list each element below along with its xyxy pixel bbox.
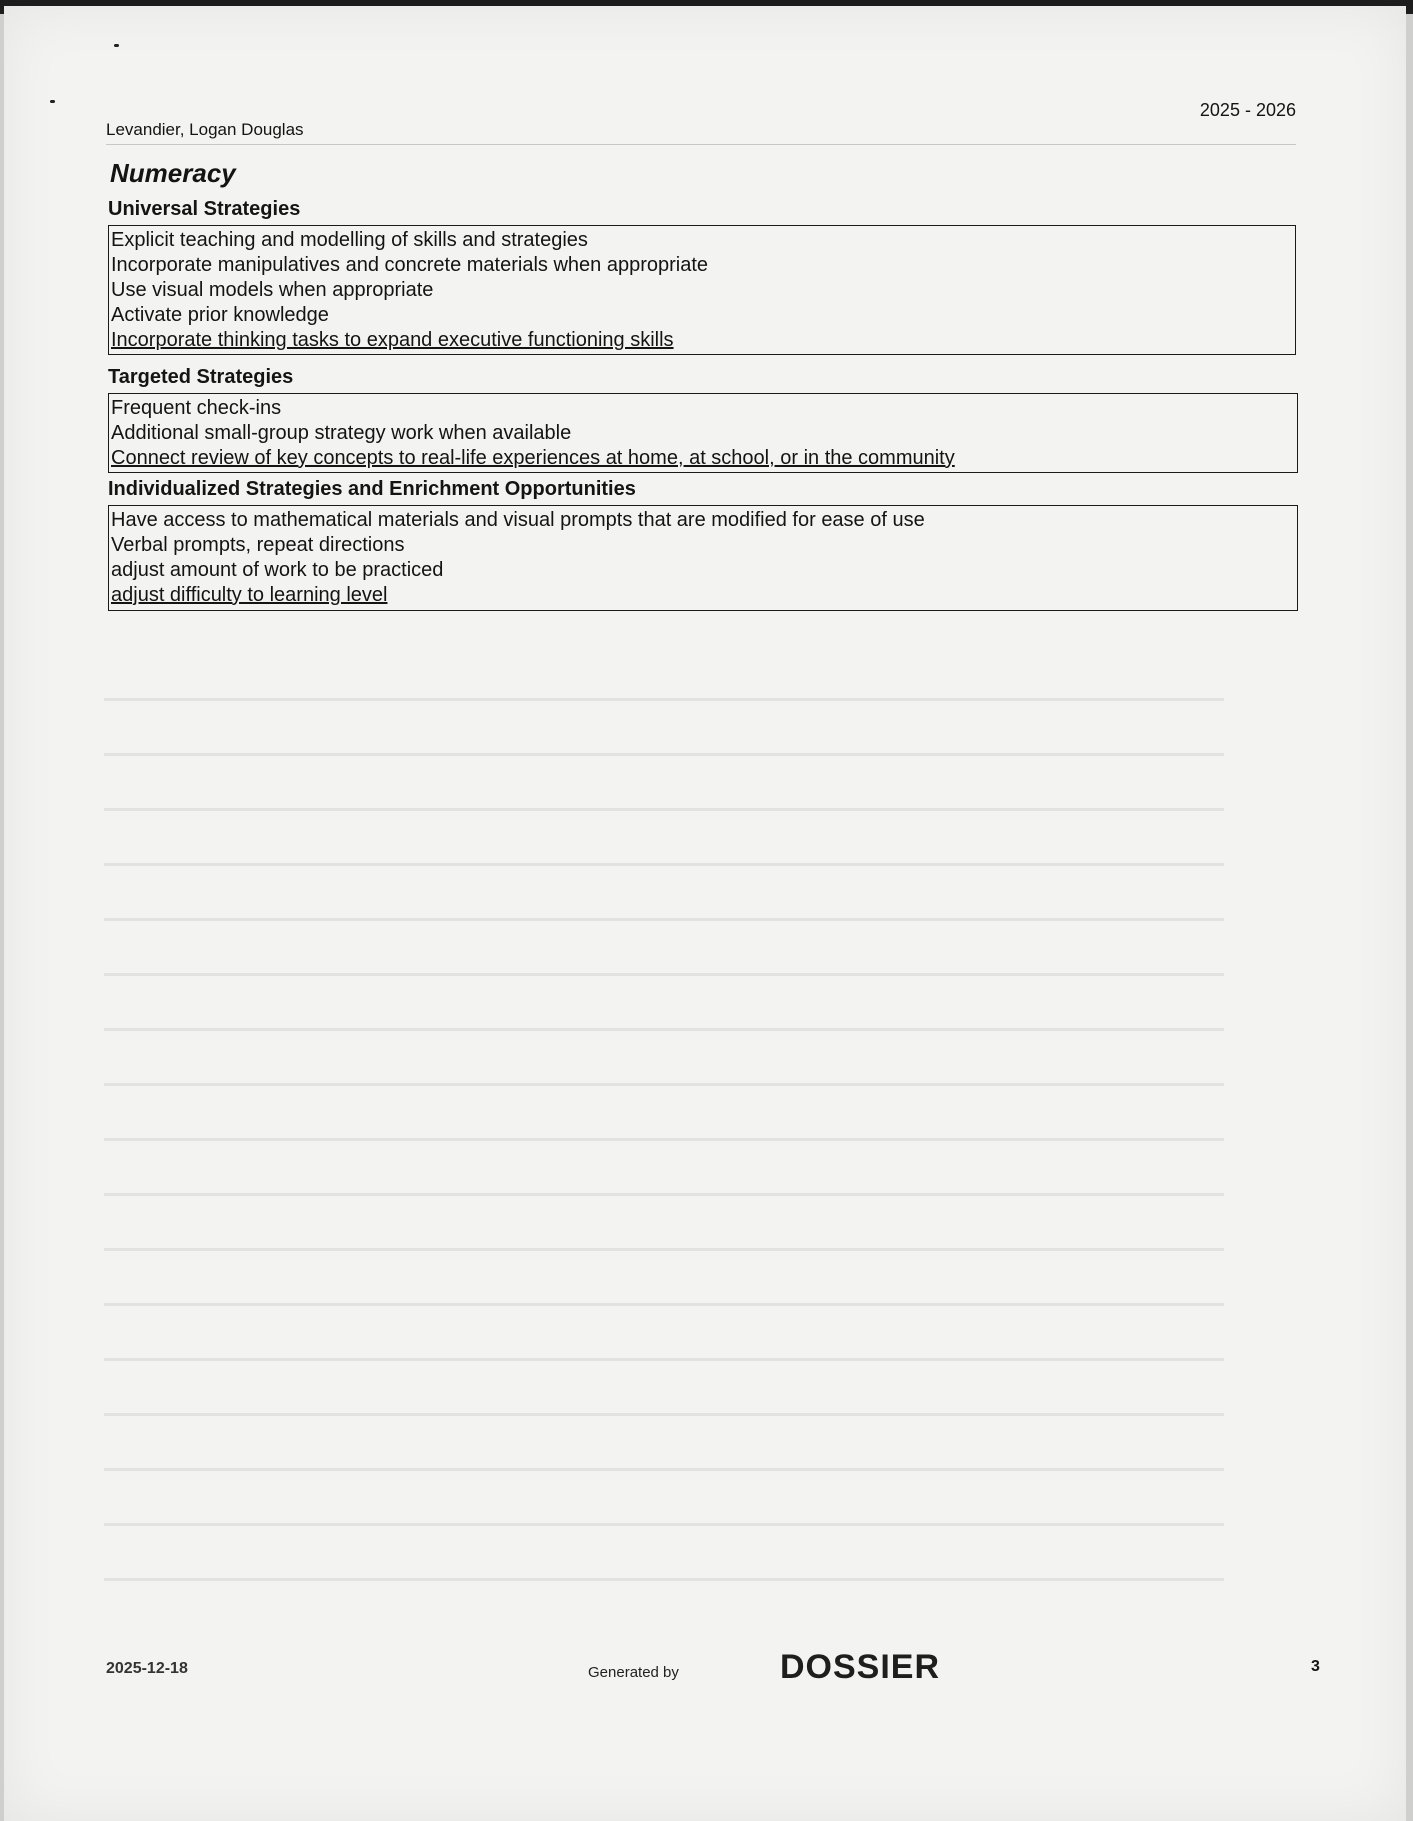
school-year: 2025 - 2026 [1199,100,1296,120]
strategy-item: Explicit teaching and modelling of skills and strategies [111,229,588,251]
strategy-item: Have access to mathematical materials and visual prompts that are modified for ease of use [111,509,925,531]
targeted-strategies-title: Targeted Strategies [108,366,294,388]
page-number: 3 [1311,1658,1320,1675]
generated-by-label: Generated by [588,1664,679,1681]
individualized-strategies-block [108,478,1298,611]
universal-strategies-title: Universal Strategies [108,198,301,220]
dossier-logo: DOSSIER [780,1648,941,1686]
bleed-through-shadow [104,646,1224,1626]
student-name: Levandier, Logan Douglas [106,120,304,139]
strategy-item: adjust difficulty to learning level [111,584,388,606]
print-date: 2025-12-18 [106,1660,188,1677]
scan-speck [50,100,55,103]
strategy-item: Additional small-group strategy work when available [111,422,572,444]
targeted-strategies-box [108,393,1298,473]
header-divider [106,144,1296,145]
strategy-item: Use visual models when appropriate [111,279,434,301]
targeted-strategies-block [108,366,1298,473]
strategy-item: Frequent check-ins [111,397,282,419]
scan-speck [114,44,119,47]
individualized-strategies-box [108,505,1298,611]
strategy-item: Activate prior knowledge [111,304,329,326]
strategy-item: Verbal prompts, repeat directions [111,534,405,556]
universal-strategies-box [108,225,1296,355]
section-title: Numeracy [110,158,236,188]
individualized-strategies-title: Individualized Strategies and Enrichment Opportunities [108,478,636,500]
strategy-item: adjust amount of work to be practiced [111,559,444,581]
strategy-item: Incorporate thinking tasks to expand executive functioning skills [111,329,674,351]
strategy-item: Incorporate manipulatives and concrete materials when appropriate [111,254,709,276]
universal-strategies-block [108,198,1296,355]
strategy-item: Connect review of key concepts to real-life experiences at home, at school, or in the community [111,447,955,469]
